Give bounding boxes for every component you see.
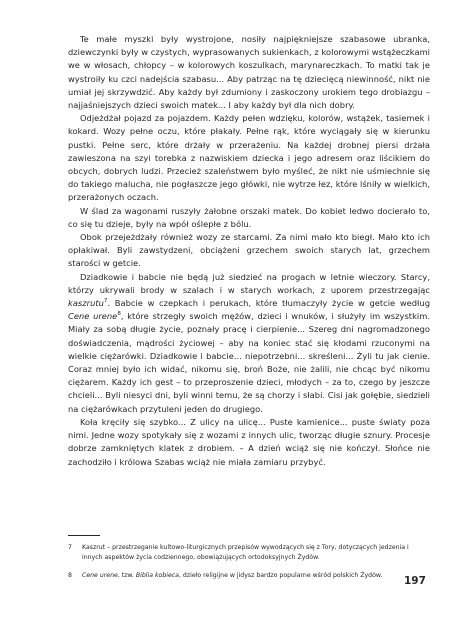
italic-term: Biblia kobieca — [135, 571, 179, 579]
footnote-separator — [68, 535, 100, 536]
text-run: , tzw. — [117, 571, 136, 579]
text-run: . Babcie w czepkach i perukach, które tłumaczyły życie w getcie według — [107, 298, 430, 309]
text-run: , które strzegły swoich mężów, dzieci i wnuków, i służyły im wszystkim. Miały za sobą długie życie, poznały pracę i cierpienie... Szereg dni nagromadzonego doświadczenia, mądrości życiowej – aby na koniec stać się kłodami rzuconymi na wielkie ciężarówki. Dziadkowie i babcie... niepotrzebni... skreśleni... Żyli tu jak cienie. Coraz mniej było ich widać, nikomu się, broń Boże, nie żalili, nie chcąc być nikomu ciężarem. Każdy ich gest – to przeproszenie dzieci, młodych – za to, czego by jeszcze chcieli... Byli niesyci dni, byli winni temu, że są chorzy i słabi. Cisi jak gołębie, siedzieli na ciężarówkach przytuleni jeden do drugiego. — [68, 311, 430, 414]
text-run: Dziadkowie i babcie nie będą już siedzieć na progach w letnie wieczory. Starcy, którzy ukrywali brody w szalach i w starych workach, z uporem przestrzegając — [68, 271, 430, 295]
page-number: 197 — [404, 575, 426, 587]
paragraph — [68, 33, 430, 112]
text-run: Obok przejeżdżały również wozy ze starcami. Za nimi mało kto biegł. Mało kto ich opłakiwał. Byli zawstydzeni, obciążeni grzechem swoich starych lat, grzechem starości w getcie. — [68, 232, 430, 269]
paragraph — [68, 231, 430, 271]
footnote-text — [82, 571, 430, 581]
text-run: Koła kręciły się szybko... Z ulicy na ulicę... Puste kamienice... puste światy poza nimi. Jedne wozy spotykały się z wozami z innych ulic, tworząc długie sznury. Procesje dobrze zamkniętych klatek z drobiem. – A dzień wciąż się nie kończył. Słońce nie zachodziło i królowa Szabas wciąż nie miała zamiaru przybyć. — [68, 416, 430, 467]
text-run: Te małe myszki były wystrojone, nosiły najpiękniejsze szabasowe ubranka, dziewczynki były w czystych, wyprasowanych sukienkach, z kolorowymi wstążeczkami we w włosach, chłopcy – w kolorowych koszulkach, marynareczkach. To matki tak je wystroiły ku czci nadejścia szabasu... Aby patrząc na tę dziecięcą niewinność, nikt nie umiał jej skrzywdzić. Aby każdy był zdumiony i zaskoczony urokiem tego drobiazgu – najjaśniejszych dzieci swoich matek... I aby każdy był dla nich dobry. — [68, 34, 430, 111]
text-run: Odjeżdżał pojazd za pojazdem. Każdy pełen wdzięku, kolorów, wstążek, tasiemek i kokard. Wozy pełne oczu, które płakały. Pełne rąk, które wyciągały się w kierunku pustki. Pełne serc, które drżały w przerażeniu. Na każdej drobnej piersi drżała zawieszona na szyi torebka z nazwiskiem dziecka i jego adresem oraz liścikiem do obcych, dobrych ludzi. Przecież szaleństwem było myśleć, że nikt nie uśmiechnie się do takiego malucha, nie pogłaszcze jego główki, nie wytrze łez, które lśniły w wielkich, przerażonych oczach. — [68, 113, 430, 203]
italic-term: Cene urene — [82, 571, 118, 579]
footnote — [68, 543, 430, 564]
footnote-number: 7 — [68, 544, 72, 551]
text-run: Kaszrut – przestrzeganie kultowo-liturgicznych przepisów wywodzących się z Tory, dotyczących jedzenia i innych aspektów życia codziennego, obowiązujących ortodoksyjnych Żydów. — [82, 544, 409, 562]
text-run: W ślad za wagonami ruszyły żałobne orszaki matek. Do kobiet ledwo docierało to, co się tu dzieje, były na wpół oślepłe z bólu. — [68, 205, 430, 229]
footnotes — [68, 543, 430, 588]
footnote-ref: 7 — [103, 298, 108, 305]
main-text — [68, 33, 430, 469]
footnote-ref: 8 — [117, 311, 121, 318]
text-run: , dzieło religijne w jidysz bardzo popularne wśród polskich Żydów. — [178, 571, 383, 579]
paragraph — [68, 416, 430, 469]
paragraph — [68, 271, 430, 416]
footnote-number: 8 — [68, 571, 72, 579]
italic-term: kaszrutu — [68, 298, 104, 309]
italic-term: Cene urene — [68, 311, 118, 322]
paragraph — [68, 205, 430, 231]
footnote — [68, 571, 430, 581]
footnote-text — [82, 543, 430, 564]
paragraph — [68, 112, 430, 204]
